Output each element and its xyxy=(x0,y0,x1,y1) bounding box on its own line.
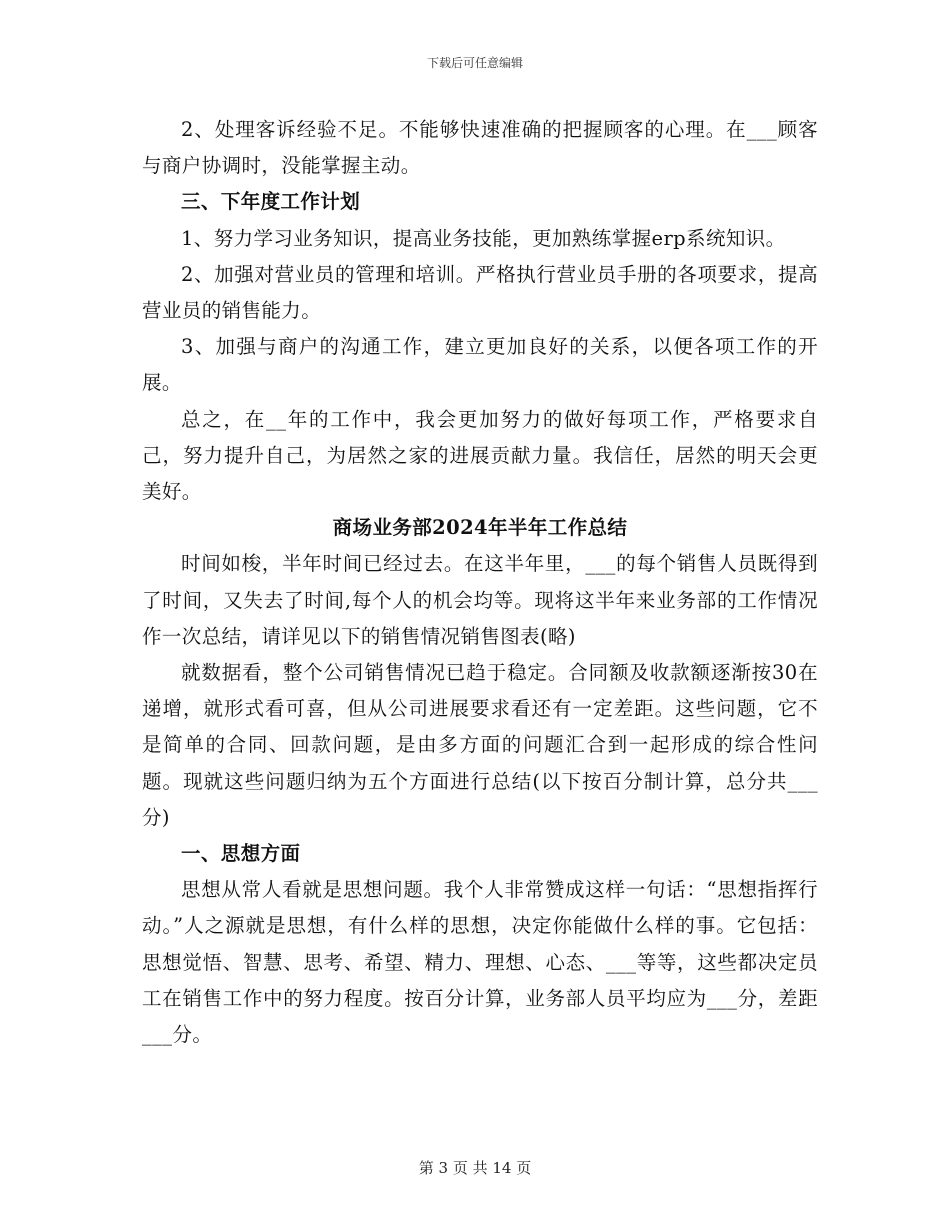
section-heading-next-year-plan: 三、下年度工作计划 xyxy=(181,190,361,214)
paragraph-conclusion: 总之，在__年的工作中，我会更加努力的做好每项工作，严格要求自己，努力提升自己，为居然之家的进展贡献力量。我信任，居然的明天会更美好。 xyxy=(142,407,818,504)
document-title: 商场业务部2024年半年工作总结 xyxy=(332,516,628,540)
paragraph-data-analysis: 就数据看，整个公司销售情况已趋于稳定。合同额及收款额逐渐按30在递增，就形式看可喜，但从公司进展要求看还有一定差距。这些问题，它不是简单的合同、回款问题，是由多方面的问题汇合到一起形成的综合性问题。现就这些问题归纳为五个方面进行总结(以下按百分制计算，总分共___分) xyxy=(142,661,818,829)
paragraph-plan-2: 2、加强对营业员的管理和培训。严格执行营业员手册的各项要求，提高营业员的销售能力。 xyxy=(142,262,818,323)
paragraph-plan-1: 1、努力学习业务知识，提高业务技能，更加熟练掌握erp系统知识。 xyxy=(181,226,786,250)
section-heading-thinking: 一、思想方面 xyxy=(181,842,301,866)
document-body xyxy=(142,112,818,1053)
paragraph-complaint-handling: 2、处理客诉经验不足。不能够快速准确的把握顾客的心理。在___顾客与商户协调时，没能掌握主动。 xyxy=(142,118,818,178)
paragraph-plan-3: 3、加强与商户的沟通工作，建立更加良好的关系，以便各项工作的开展。 xyxy=(142,335,818,395)
paragraph-intro: 时间如梭，半年时间已经过去。在这半年里，___的每个销售人员既得到了时间，又失去了时间,每个人的机会均等。现将这半年来业务部的工作情况作一次总结，请详见以下的销售情况销售图表(略) xyxy=(142,552,818,648)
page-header-note: 下载后可任意编辑 xyxy=(426,56,523,70)
page-number: 第 3 页 共 14 页 xyxy=(418,1159,532,1177)
paragraph-thinking: 思想从常人看就是思想问题。我个人非常赞成这样一句话：“思想指挥行动。”人之源就是思想，有什么样的思想，决定你能做什么样的事。它包括：思想觉悟、智慧、思考、希望、精力、理想、心态、___等等，这些都决定员工在销售工作中的努力程度。按百分计算，业务部人员平均应为___分，差距___分。 xyxy=(142,878,818,1047)
